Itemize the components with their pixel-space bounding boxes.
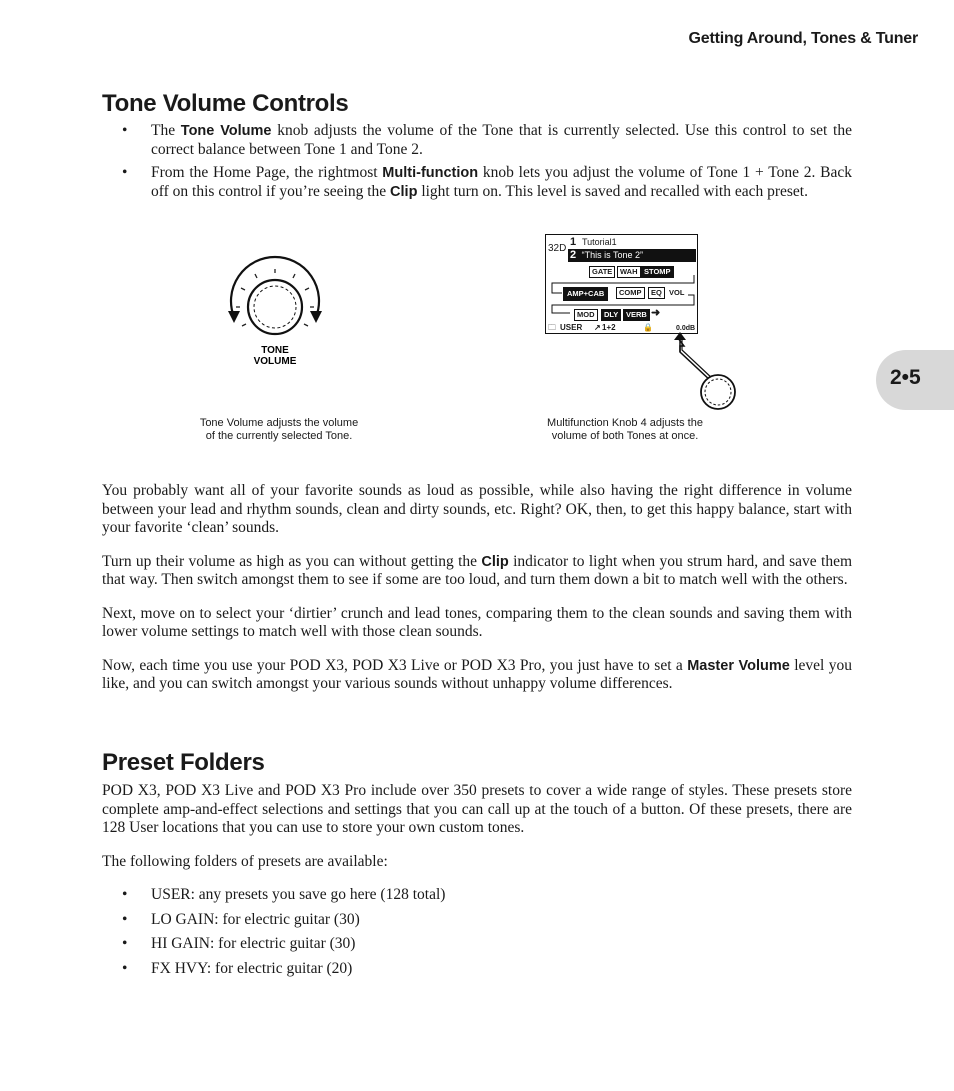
bullet-marker: • xyxy=(122,959,128,977)
paragraph-3: Next, move on to select your ‘dirtier’ crunch and lead tones, comparing them to the clean sounds and saving them with lower volume settings to match well with those clean sounds. xyxy=(102,604,852,640)
lcd-tone2-name: “This is Tone 2” xyxy=(581,250,643,260)
lcd-tone2-number: 2 xyxy=(570,249,577,261)
folder-icon: 🗀 xyxy=(548,323,556,332)
lcd-block-comp: COMP xyxy=(616,287,645,299)
body-paragraphs xyxy=(102,482,852,694)
list-item: • USER: any presets you save go here (128 total) xyxy=(122,886,446,903)
keyword-multi-function: Multi-function xyxy=(382,165,479,181)
callout-arrow-icon xyxy=(674,332,686,340)
lcd-block-dly: DLY xyxy=(601,309,621,321)
knob-arrow-left xyxy=(228,311,240,323)
arrow-right-icon: ➜ xyxy=(651,307,661,319)
keyword-master-volume: Master Volume xyxy=(687,657,790,674)
knob-body xyxy=(248,280,302,334)
lcd-block-wah: WAH xyxy=(617,266,641,278)
keyword-tone-volume: Tone Volume xyxy=(180,123,272,139)
bullet-marker: • xyxy=(122,122,128,139)
lcd-tone2-row xyxy=(568,249,696,262)
keyword-clip-indicator: Clip xyxy=(481,553,509,570)
knob4-callout xyxy=(660,330,750,415)
section2-paragraph-1: POD X3, POD X3 Live and POD X3 Pro include over 350 presets to cover a wide range of styles. These presets store complete amp-and-effect selections and settings that you can call up at the touch of a button. Of these presets, there are 128 User locations that you can use to store your own custom tones. xyxy=(102,782,852,836)
lcd-tones-arrow-icon: ↗ xyxy=(594,323,601,332)
page-number: 2•5 xyxy=(890,366,921,389)
paragraph-2: Turn up their volume as high as you can without getting the Clip indicator to light when you strum hard, and save them that way. Then switch amongst them to see if some are too loud, and turn them down a bit to match well with the others. xyxy=(102,552,853,588)
knob-label-line2: VOLUME xyxy=(253,356,297,367)
lcd-block-eq: EQ xyxy=(648,287,665,299)
lcd-tones-selected: 1+2 xyxy=(602,323,616,332)
list-item: • FX HVY: for electric guitar (20) xyxy=(122,959,353,977)
section2-paragraph-2: The following folders of presets are available: xyxy=(102,852,388,870)
section-title-tone-volume: Tone Volume Controls xyxy=(102,90,349,117)
lcd-display xyxy=(545,234,698,334)
lcd-tone1-number: 1 xyxy=(570,236,577,248)
knob-arrow-right xyxy=(310,311,322,323)
list-item: • HI GAIN: for electric guitar (30) xyxy=(122,935,356,952)
lock-icon: 🔒 xyxy=(643,323,653,332)
lcd-bank: USER xyxy=(560,323,583,332)
paragraph-1: You probably want all of your favorite sounds as loud as possible, while also having the right difference in volume between your lead and rhythm sounds, clean and dirty sounds, etc. Right? OK, then, to get this happy balance, start with your favorite ‘clean’ sounds. xyxy=(102,482,852,536)
section-title-preset-folders: Preset Folders xyxy=(102,749,265,776)
lcd-preset-number: 32D xyxy=(548,243,567,254)
bullet-marker: • xyxy=(122,935,128,952)
section2-content xyxy=(102,782,852,978)
figure-right-caption: Multifunction Knob 4 adjusts the volume of both Tones at once. xyxy=(547,417,703,442)
bullet-tone-volume: • The Tone Volume knob adjusts the volume of the Tone that is currently selected. Use this control to set the correct balance between Tone 1 and Tone 2. xyxy=(122,122,852,158)
lcd-block-mod: MOD xyxy=(574,309,598,321)
lcd-block-stomp: STOMP xyxy=(641,266,674,278)
knob4-body xyxy=(701,375,735,409)
list-item: • LO GAIN: for electric guitar (30) xyxy=(122,910,360,928)
lcd-tone1-name: Tutorial1 xyxy=(582,237,617,247)
running-header: Getting Around, Tones & Tuner xyxy=(688,30,918,47)
preset-folder-list xyxy=(102,886,852,978)
paragraph-4: Now, each time you use your POD X3, POD X3 Live or POD X3 Pro, you just have to set a Master Volume level you like, and you can switch amongst your various sounds without unhappy volume differences. xyxy=(102,656,852,692)
lcd-block-verb: VERB xyxy=(623,309,650,321)
bullet-multi-function: • From the Home Page, the rightmost Multi-function knob lets you adjust the volume of Tone 1 + Tone 2. Back off on this control if you’re seeing the Clip light turn on. This level is saved and recalled with each preset. xyxy=(122,164,853,200)
knob-label-line1: TONE xyxy=(261,345,289,356)
lcd-block-vol: VOL xyxy=(669,288,685,297)
lcd-block-amp-cab: AMP+CAB xyxy=(563,287,608,301)
figure-left-caption: Tone Volume adjusts the volume of the currently selected Tone. xyxy=(199,417,359,442)
keyword-clip: Clip xyxy=(390,183,418,200)
section1-bullets xyxy=(102,122,852,201)
lcd-block-gate: GATE xyxy=(589,266,615,278)
tone-volume-knob-figure xyxy=(220,255,330,375)
bullet-marker: • xyxy=(122,164,128,181)
bullet-marker: • xyxy=(122,886,128,903)
bullet-marker: • xyxy=(122,910,128,928)
lcd-level: 0.0dB xyxy=(676,325,696,332)
